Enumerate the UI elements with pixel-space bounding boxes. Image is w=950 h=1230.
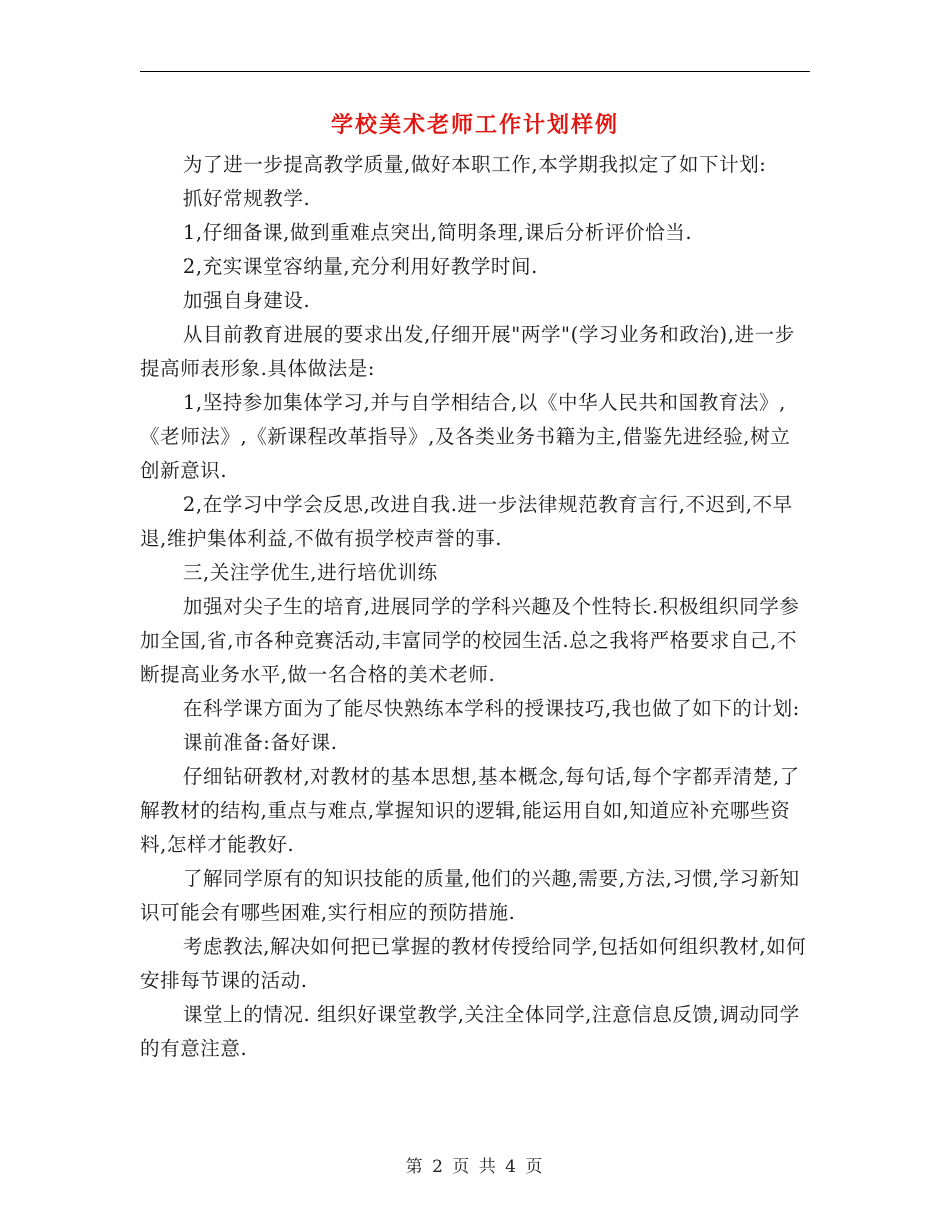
- document-body: [140, 148, 808, 1066]
- paragraph: 加强对尖子生的培育,进展同学的学科兴趣及个性特长.积极组织同学参加全国,省,市各种竞赛活动,丰富同学的校园生活.总之我将严格要求自己,不断提高业务水平,做一名合格的美术老师.: [140, 595, 800, 686]
- paragraph: 加强自身建设.: [182, 289, 311, 312]
- paragraph: 考虑教法,解决如何把已掌握的教材传授给同学,包括如何组织教材,如何安排每节课的活动.: [140, 935, 807, 992]
- header-rule: [140, 71, 810, 72]
- paragraph: 2,充实课堂容纳量,充分利用好教学时间.: [182, 255, 538, 278]
- paragraph: 课堂上的情况. 组织好课堂教学,关注全体同学,注意信息反馈,调动同学的有意注意.: [140, 1003, 800, 1060]
- page-number-footer: 第 2 页 共 4 页: [405, 1157, 545, 1177]
- paragraph: 课前准备:备好课.: [182, 731, 338, 754]
- paragraph: 1,坚持参加集体学习,并与自学相结合,以《中华人民共和国教育法》,《老师法》,《新课程改革指导》,及各类业务书籍为主,借鉴先进经验,树立创新意识.: [140, 391, 791, 482]
- paragraph: 三,关注学优生,进行培优训练: [182, 561, 438, 584]
- paragraph: 为了进一步提高教学质量,做好本职工作,本学期我拟定了如下计划:: [182, 153, 767, 176]
- paragraph: 从目前教育进展的要求出发,仔细开展"两学"(学习业务和政治),进一步提高师表形象.具体做法是:: [140, 323, 795, 380]
- document-title: 学校美术老师工作计划样例: [330, 112, 619, 138]
- paragraph: 仔细钻研教材,对教材的基本思想,基本概念,每句话,每个字都弄清楚,了解教材的结构,重点与难点,掌握知识的逻辑,能运用自如,知道应补充哪些资料,怎样才能教好.: [140, 765, 800, 856]
- paragraph: 抓好常规教学.: [182, 187, 311, 210]
- paragraph: 在科学课方面为了能尽快熟练本学科的授课技巧,我也做了如下的计划:: [182, 697, 800, 720]
- paragraph: 2,在学习中学会反思,改进自我.进一步法律规范教育言行,不迟到,不早退,维护集体利益,不做有损学校声誉的事.: [140, 493, 793, 550]
- paragraph: 1,仔细备课,做到重难点突出,简明条理,课后分析评价恰当.: [182, 221, 693, 244]
- paragraph: 了解同学原有的知识技能的质量,他们的兴趣,需要,方法,习惯,学习新知识可能会有哪些困难,实行相应的预防措施.: [140, 867, 800, 924]
